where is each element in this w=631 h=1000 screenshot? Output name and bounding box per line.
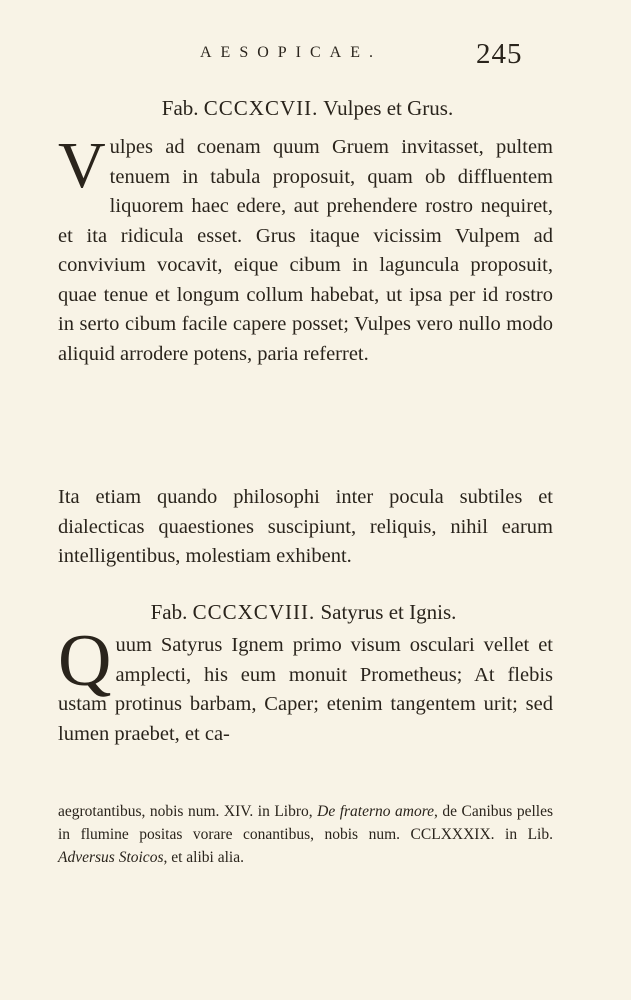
footnote-work-title: Adversus Stoicos bbox=[58, 849, 164, 866]
footnote bbox=[58, 800, 553, 869]
fable-title: Satyrus et Ignis. bbox=[320, 600, 457, 624]
fable-text: ulpes ad coenam quum Gruem invitasset, pultem tenuem in tabula proposuit, quam ob diffluentem liquorem haec edere, aut prehendere rostro nequiret, et ita ridicula esset. Grus itaque vicissim Vulpem ad convivium vocavit, eique cibum in laguncula proposuit, quae tenue et longum collum habebat, ut ipsa per id rostro in serto cibum facile capere posset; Vulpes vero nullo modo aliquid arrodere potens, paria referret. bbox=[58, 136, 553, 365]
fable-397-moral bbox=[58, 483, 553, 572]
footnote-work-title: De fraterno amore bbox=[317, 803, 435, 820]
running-title: AESOPICAE. bbox=[200, 44, 383, 61]
page-number: 245 bbox=[476, 38, 523, 70]
fable-number: CCCXCVII. bbox=[203, 96, 319, 120]
fable-398-body bbox=[58, 620, 553, 749]
fable-text: uum Satyrus Ignem primo visum osculari vellet et amplecti, his eum monuit Prometheus; At flebis ustam protinus barbam, Caper; etenim tangentem urit; sed lumen praebet, et ca- bbox=[58, 634, 553, 745]
moral-text: Ita etiam quando philosophi inter pocula subtiles et dialecticas quaestiones suscipiunt, reliquis, nihil earum intelligentibus, molestiam exhibent. bbox=[58, 486, 553, 567]
drop-cap: Q bbox=[58, 620, 112, 702]
fable-label: Fab. bbox=[161, 96, 199, 120]
running-head bbox=[0, 38, 631, 68]
footnote-text: , de Canibus pelles in flumine positas vorare conantibus, nobis num. CCLXXXIX. in Lib. bbox=[58, 803, 553, 843]
fable-title: Vulpes et Grus. bbox=[323, 96, 454, 120]
fable-number: CCCXCVIII. bbox=[192, 600, 316, 624]
fable-label: Fab. bbox=[150, 600, 188, 624]
drop-cap: V bbox=[58, 129, 106, 202]
footnote-text: , et alibi alia. bbox=[163, 849, 244, 866]
fable-397-body bbox=[58, 129, 553, 369]
footnote-text: aegrotantibus, nobis num. XIV. in Libro, bbox=[58, 803, 318, 820]
fable-397-heading bbox=[0, 96, 623, 121]
